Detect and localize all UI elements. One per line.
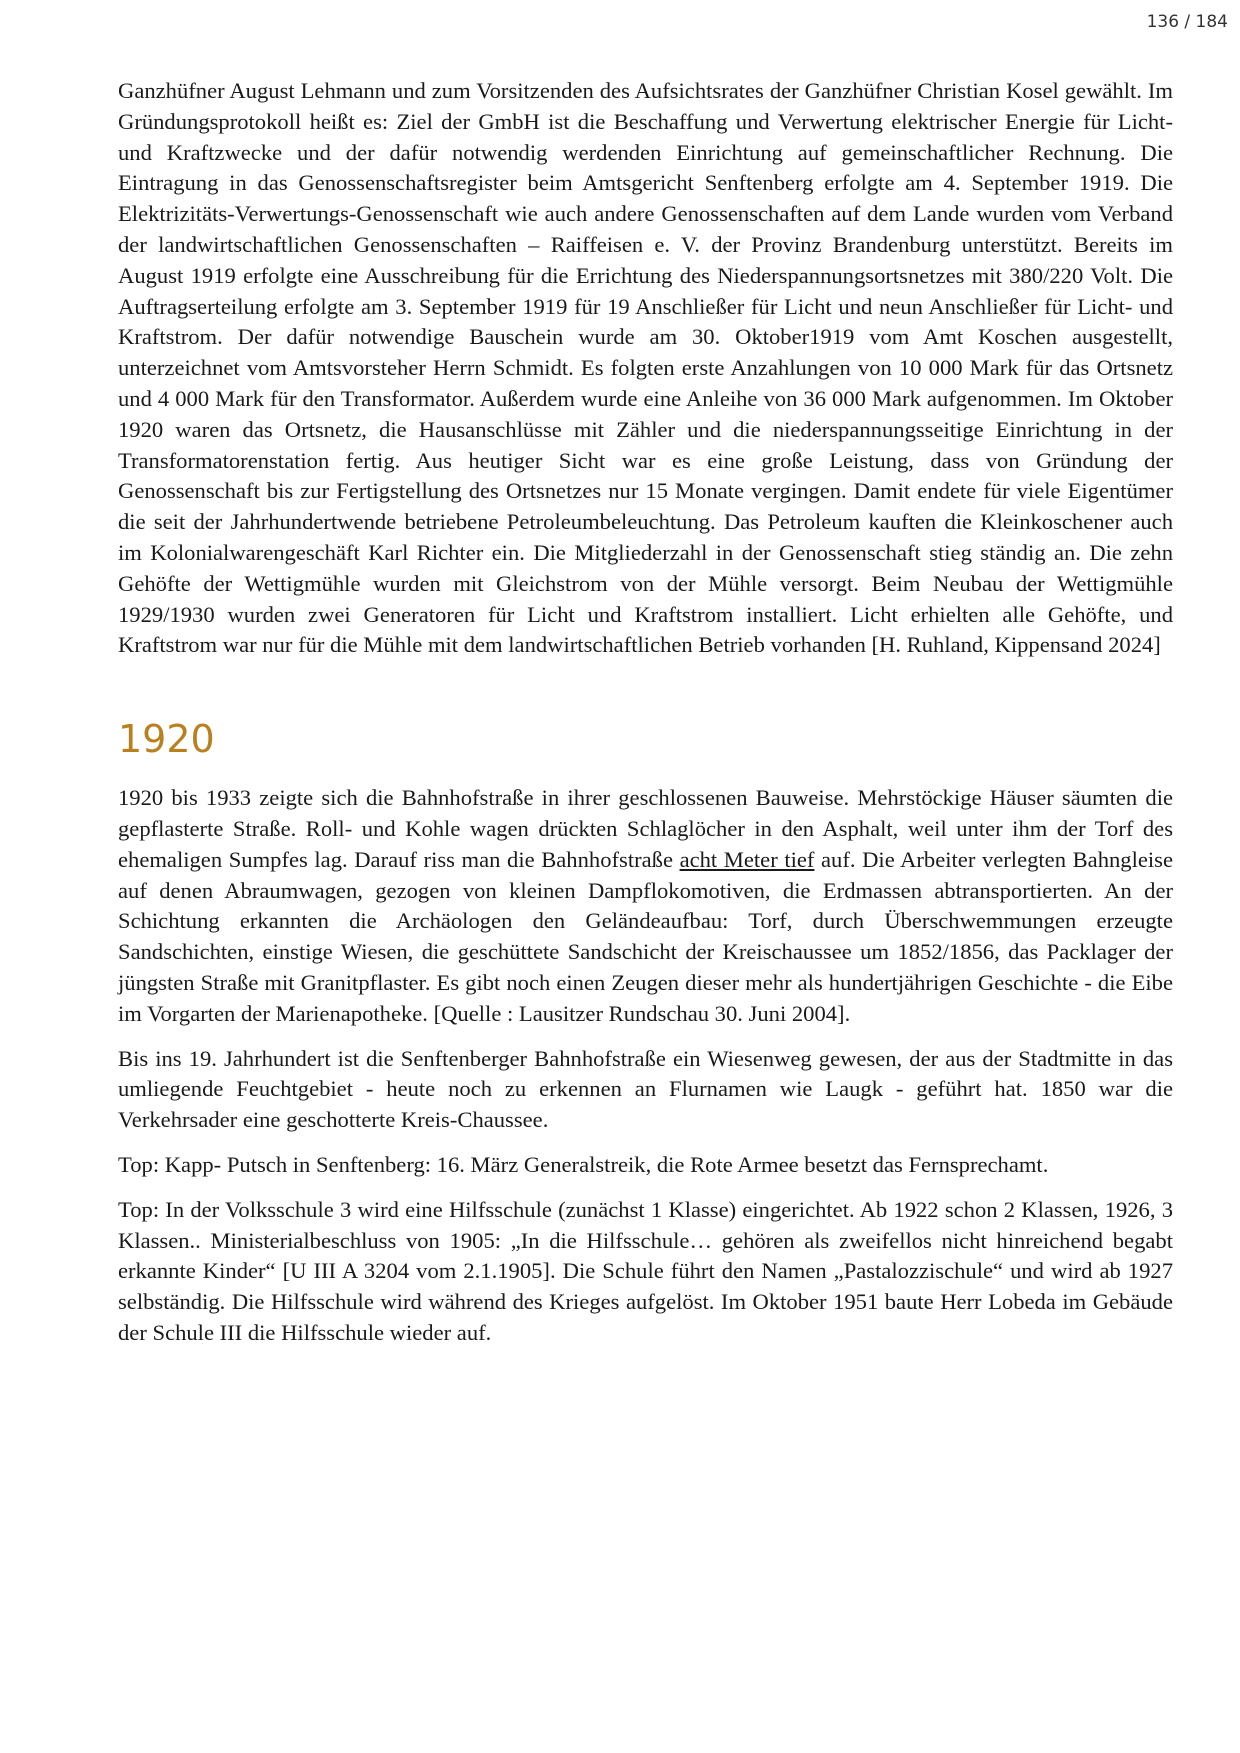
page-number: 136 / 184 — [1146, 12, 1228, 32]
history-paragraph: Bis ins 19. Jahrhundert ist die Senftenberger Bahnhofstraße ein Wiesenweg gewesen, der aus der Stadtmitte in das umliegende Feuchtgebiet - heute noch zu erkennen an Flurnamen wie Laugk - geführt hat. 1850 war die Verkehrsader eine geschotterte Kreis-Chaussee. — [118, 1045, 1173, 1133]
intro-paragraph: Ganzhüfner August Lehmann und zum Vorsitzenden des Aufsichtsrates der Ganzhüfner Christian Kosel gewählt. Im Gründungsprotokoll heißt es: Ziel der GmbH ist die Beschaffung und Verwertung elektrischer Energie für Licht- und Kraftzwecke und der dafür notwendig werdenden Einrichtung auf gemeinschaftlicher Rechnung. Die Eintragung in das Genossenschaftsregister beim Amtsgericht Senftenberg erfolgte am 4. September 1919. Die Elektrizitäts-Verwertungs-Genossenschaft wie auch andere Genossenschaften auf dem Lande wurden vom Verband der landwirtschaftlichen Genossenschaften – Raiffeisen e. V. der Provinz Brandenburg unterstützt. Bereits im August 1919 erfolgte eine Ausschreibung für die Errichtung des Niederspannungsortsnetzes mit 380/220 Volt. Die Auftragserteilung erfolgte am 3. September 1919 für 19 Anschließer für Licht und neun Anschließer für Licht- und Kraftstrom. Der dafür notwendige Bauschein wurde am 30. Oktober1919 vom Amt Koschen ausgestellt, unterzeichnet vom Amtsvorsteher Herrn Schmidt. Es folgten erste Anzahlungen von 10 000 Mark für das Ortsnetz und 4 000 Mark für den Transformator. Außerdem wurde eine Anleihe von 36 000 Mark aufgenommen. Im Oktober 1920 waren das Ortsnetz, die Hausanschlüsse mit Zähler und die niederspannungsseitige Einrichtung in der Transformatorenstation fertig. Aus heutiger Sicht war es eine große Leistung, dass von Gründung der Genossenschaft bis zur Fertigstellung des Ortsnetzes nur 15 Monate vergingen. Damit endete für viele Eigentümer die seit der Jahrhundertwende betriebene Petroleumbeleuchtung. Das Petroleum kauften die Kleinkoschener auch im Kolonialwarengeschäft Karl Richter ein. Die Mitgliederzahl in der Genossenschaft stieg ständig an. Die zehn Gehöfte der Wettigmühle wurden mit Gleichstrom von der Mühle versorgt. Beim Neubau der Wettigmühle 1929/1930 wurden zwei Generatoren für Licht und Kraftstrom installiert. Licht erhielten alle Gehöfte, und Kraftstrom war nur für die Mühle mit dem landwirtschaftlichen Betrieb vorhanden [H. Ruhland, Kippensand 2024] — [118, 78, 1174, 658]
hilfsschule-paragraph: Top: In der Volksschule 3 wird eine Hilfsschule (zunächst 1 Klasse) eingerichtet. Ab 1922 schon 2 Klassen, 1926, 3 Klassen.. Ministerialbeschluss von 1905: „In die Hilfsschule… gehören als zweifellos nicht hinreichend begabt erkannte Kinder“ [U III A 3204 vom 2.1.1905]. Die Schule führt den Namen „Pastalozzischule“ und wird ab 1927 selbständig. Die Hilfsschule wird während des Krieges aufgelöst. Im Oktober 1951 baute Herr Lobeda im Gebäude der Schule III die Hilfsschule wieder auf. — [118, 1196, 1173, 1345]
kapp-putsch-paragraph: Top: Kapp- Putsch in Senftenberg: 16. März Generalstreik, die Rote Armee besetzt das Fernsprechamt. — [118, 1151, 1049, 1177]
paragraph-text-start: 1920 bis 1933 zeigte sich die Bahnhofstraße in ihrer geschlossenen Bauweise. Mehrstöckige Häuser säumten die gepflasterte Straße. Roll- und Kohle wagen drückten Schlaglöcher in den Asphalt, weil unter ihm der Torf des ehemaligen Sumpfes lag. Darauf riss man die Bahnhofstraße — [118, 785, 1173, 872]
bahnhofstrasse-paragraph — [118, 783, 1173, 1029]
document-body — [118, 76, 1173, 1349]
underlined-phrase: acht Meter tief — [679, 846, 815, 872]
section-heading-1920: 1920 — [118, 717, 215, 762]
paragraph-text-end: auf. Die Arbeiter verlegten Bahngleise auf denen Abraumwagen, gezogen von kleinen Dampflokomotiven, die Erdmassen abtransportierten. An der Schichtung erkannten die Archäologen den Geländeaufbau: Torf, durch Überschwemmungen erzeugte Sandschichten, einstige Wiesen, die geschüttete Sandschicht der Kreischaussee um 1852/1856, das Packlager der jüngsten Straße mit Granitpflaster. Es gibt noch einen Zeugen dieser mehr als hundertjährigen Geschichte - die Eibe im Vorgarten der Marienapotheke. [Quelle : Lausitzer Rundschau 30. Juni 2004]. — [118, 846, 1173, 1026]
